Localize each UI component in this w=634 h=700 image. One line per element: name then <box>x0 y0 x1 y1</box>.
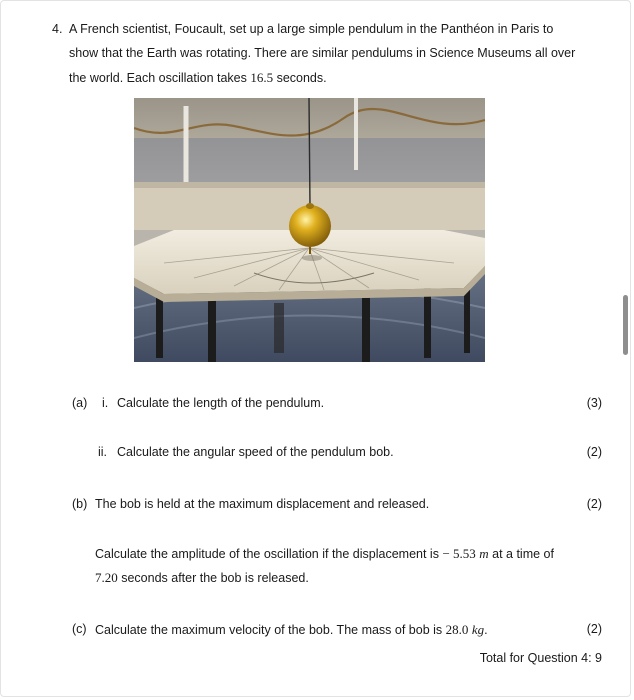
question-number: 4. <box>52 22 63 36</box>
part-a-ii-label: ii. <box>98 445 108 459</box>
vertical-scrollbar[interactable] <box>623 295 628 355</box>
part-b-calc-line-1: Calculate the amplitude of the oscillation if the displacement is − 5.53 m at a time of <box>95 546 554 561</box>
part-b-marks: (2) <box>586 497 602 511</box>
displacement-unit: m <box>479 546 489 561</box>
part-c-marks: (2) <box>586 622 602 636</box>
question-total: Total for Question 4: 9 <box>479 651 602 665</box>
part-a-i-label: i. <box>102 396 109 410</box>
mass-unit: kg <box>471 622 485 637</box>
part-b-calc-line-2: 7.20 seconds after the bob is released. <box>95 570 309 585</box>
part-a-i-marks: (3) <box>586 396 602 410</box>
displacement-value: − 5.53 <box>442 546 476 561</box>
time-value: 7.20 <box>95 570 118 585</box>
part-a-ii-text: Calculate the angular speed of the pendulum bob. <box>117 445 394 459</box>
part-a-i-text: Calculate the length of the pendulum. <box>117 396 325 410</box>
mass-value: 28.0 <box>445 622 469 637</box>
intro-line-1: A French scientist, Foucault, set up a large simple pendulum in the Panthéon in Paris to <box>69 22 554 36</box>
intro-line-2: show that the Earth was rotating. There are similar pendulums in Science Museums all over <box>69 46 576 60</box>
part-c-text: Calculate the maximum velocity of the bob. The mass of bob is 28.0 kg. <box>95 622 488 637</box>
pendulum-illustration <box>134 98 485 362</box>
period-value: 16.5 <box>250 70 274 85</box>
pendulum-photo <box>134 98 485 362</box>
intro-line-3: the world. Each oscillation takes 16.5 seconds. <box>69 70 327 85</box>
part-a-ii-marks: (2) <box>586 445 602 459</box>
part-c-label: (c) <box>72 622 87 636</box>
part-a-label: (a) <box>72 396 88 410</box>
part-b-text: The bob is held at the maximum displacement and released. <box>95 497 430 511</box>
part-b-label: (b) <box>72 497 88 511</box>
